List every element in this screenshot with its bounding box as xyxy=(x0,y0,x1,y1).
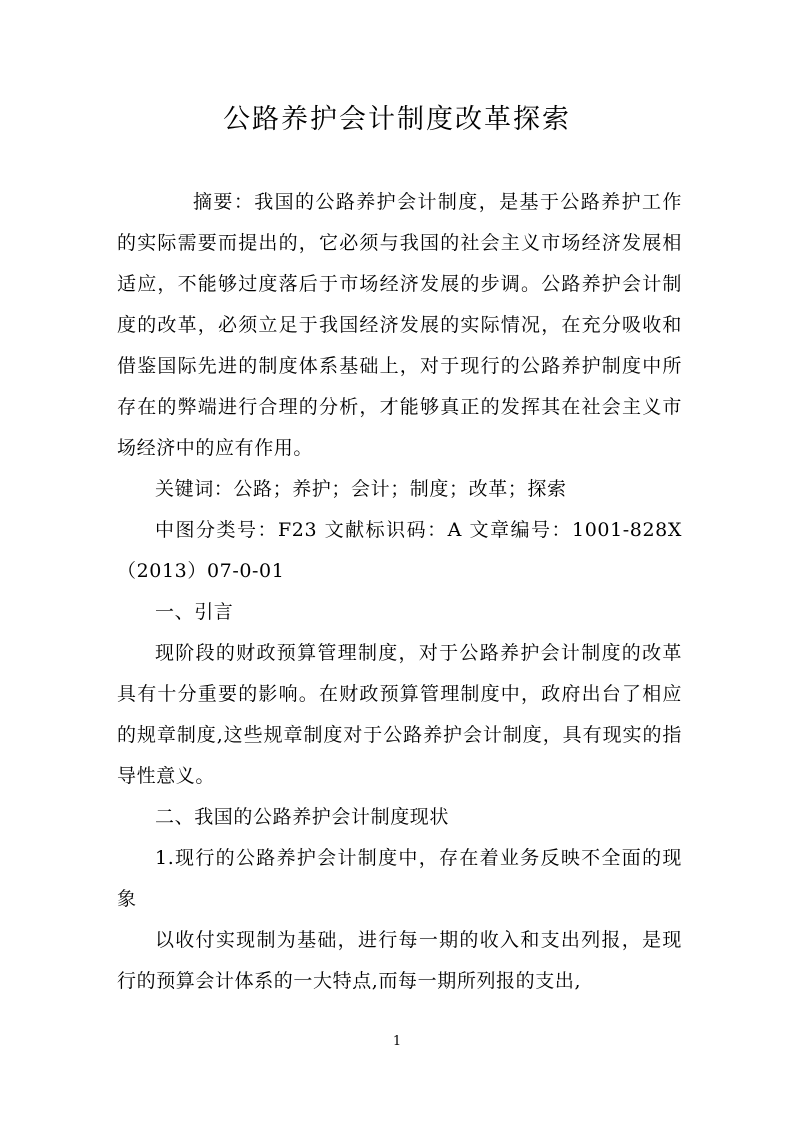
body-paragraph: 以收付实现制为基础，进行每一期的收入和支出列报，是现行的预算会计体系的一大特点,而每一期所列报的支出, xyxy=(117,929,682,992)
document-body xyxy=(117,182,682,1002)
subsection-heading: 1.现行的公路养护会计制度中，存在着业务反映不全面的现象 xyxy=(117,847,682,910)
section-heading-introduction: 一、引言 xyxy=(155,601,234,623)
section-heading-current-status: 二、我国的公路养护会计制度现状 xyxy=(155,806,450,828)
document-title: 公路养护会计制度改革探索 xyxy=(223,104,571,135)
body-paragraph: 现阶段的财政预算管理制度，对于公路养护会计制度的改革具有十分重要的影响。在财政预算管理制度中，政府出台了相应的规章制度,这些规章制度对于公路养护会计制度，具有现实的指导性意义。 xyxy=(117,642,682,787)
page-number: 1 xyxy=(392,1034,402,1049)
abstract-paragraph: 摘要：我国的公路养护会计制度，是基于公路养护工作的实际需要而提出的，它必须与我国的社会主义市场经济发展相适应，不能够过度落后于市场经济发展的步调。公路养护会计制度的改革，必须立足于我国经济发展的实际情况，在充分吸收和借鉴国际先进的制度体系基础上，对于现行的公路养护制度中所存在的弊端进行合理的分析，才能够真正的发挥其在社会主义市场经济中的应有作用。 xyxy=(117,191,682,459)
classification-paragraph: 中图分类号：F23 文献标识码：A 文章编号：1001-828X（2013）07-0-01 xyxy=(117,519,682,582)
keywords-paragraph: 关键词：公路；养护；会计；制度；改革；探索 xyxy=(155,478,567,500)
